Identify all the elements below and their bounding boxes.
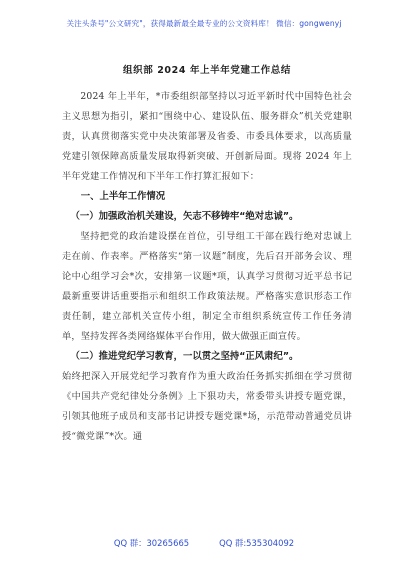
- subsection-body-2: 始终把深入开展党纪学习教育作为重大政治任务抓实抓细在学习贯彻《中国共产党纪律处分条例》上下狠功夫，常委带头讲授专题党课，引领其他班子成员和支部书记讲授专题党课*场，示范带动普通党员讲授“微党课”*次。通: [62, 371, 352, 442]
- subsection-heading-1: （一）加强政治机关建设，矢志不移铸牢“绝对忠诚”。: [70, 211, 299, 222]
- document-title: 组织部 2024 年上半年党建工作总结: [123, 65, 291, 76]
- section-heading: 一、上半年工作情况: [80, 191, 166, 202]
- qq-group-2: QQ 群:535304092: [219, 538, 295, 548]
- header-banner: 关注头条号"公文研究"，获得最新最全最专业的公文资料库！ 微信：gongwenyj: [66, 19, 342, 28]
- subsection-body-1: 坚持把党的政治建设摆在首位，引导组工干部在践行绝对忠诚上走在前、作表率。严格落实“第一议题”制度，先后召开部务会议、理论中心组学习会*次，安排第一议题*项，认真学习贯彻习近平总书记最新重要讲话重要指示和组织工作政策法规。严格落实意识形态工作责任制，建立部机关宣传小组，制定全市组织系统宣传工作任务清单，坚持发挥各类网络媒体平台作用，做大做强正面宣传。: [62, 231, 352, 342]
- intro-paragraph: 2024 年上半年，*市委组织部坚持以习近平新时代中国特色社会主义思想为指引，紧扣“围绕中心、建设队伍、服务群众”机关党建职责，认真贯彻落实党中央决策部署及省委、市委具体要求，以高质量党建引领保障高质量发展取得新突破、开创新局面。现将 2024 年上半年党建工作情况和下半年工作打算汇报如下：: [62, 91, 352, 182]
- qq-group-1: QQ 群：30265665: [113, 538, 190, 548]
- footer-contact: [0, 537, 408, 549]
- document-body: [62, 62, 352, 447]
- subsection-heading-2: （二）推进党纪学习教育，一以贯之坚持“正风肃纪”。: [70, 351, 299, 362]
